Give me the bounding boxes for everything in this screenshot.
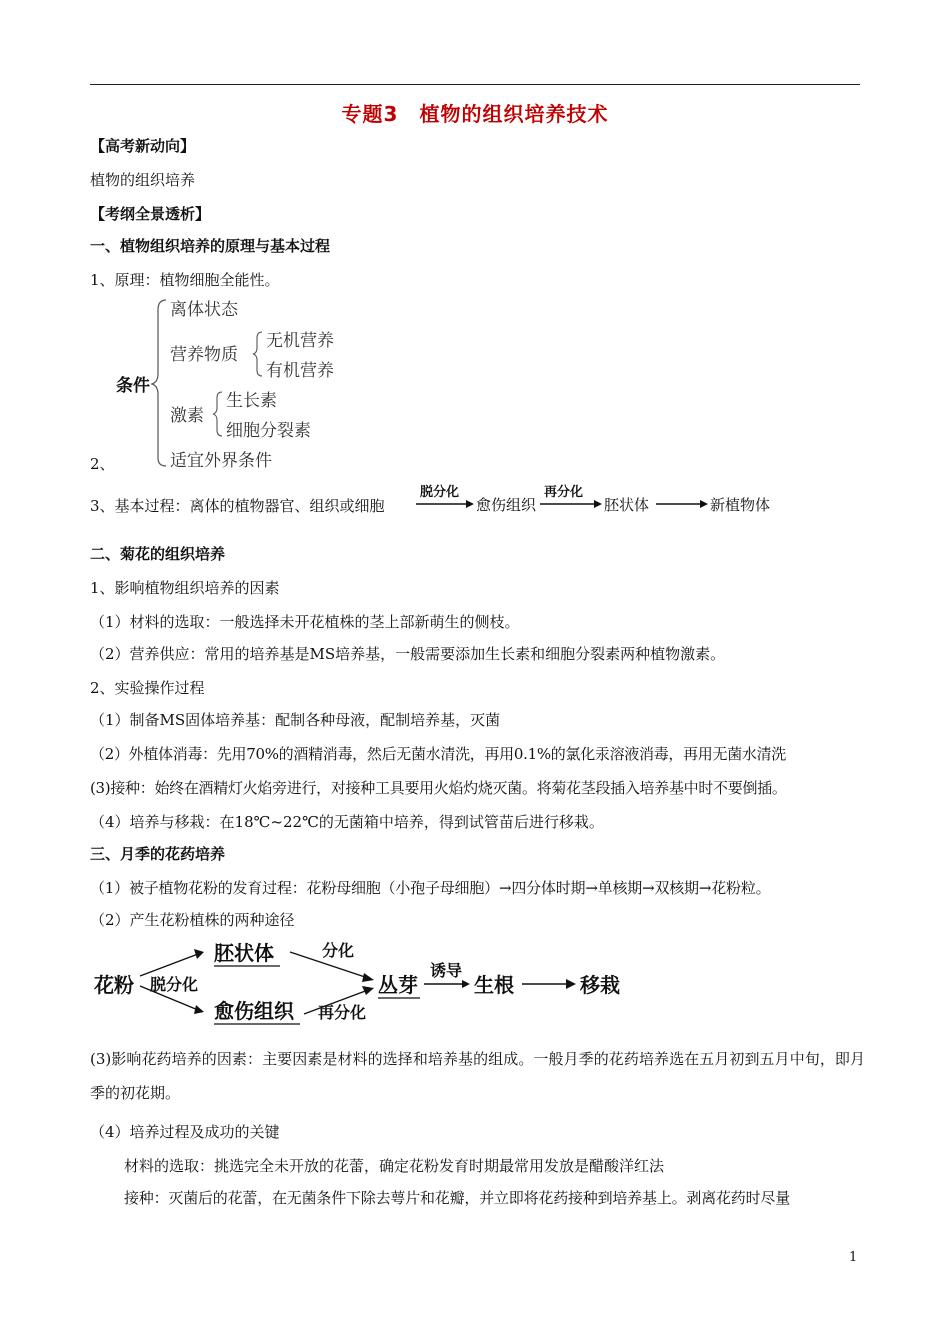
- pollen-development: （1）被子植物花粉的发育过程：花粉母细胞（小孢子母细胞）→四分体时期→单核期→双核期→花粉粒。: [90, 879, 771, 897]
- header-rule: [90, 84, 860, 85]
- pathway-heading: （2）产生花粉植株的两种途径: [90, 911, 295, 929]
- process-prefix: 3、基本过程：离体的植物器官、组织或细胞: [90, 497, 385, 515]
- anther-factors: (3)影响花药培养的因素：主要因素是材料的选择和培养基的组成。一般月季的花药培养选在五月初到五月中旬，即月季的初花期。: [90, 1050, 865, 1102]
- procedure-disinfection: （2）外植体消毒：先用70%的酒精消毒，然后无菌水清洗，再用0.1%的氯化汞溶液消毒，再用无菌水清洗: [90, 745, 786, 763]
- pathway-rooting: 生根: [474, 973, 514, 997]
- arrow-head: [466, 500, 474, 508]
- condition-hormones: 激素: [170, 406, 204, 426]
- conditions-diagram: [100, 294, 360, 474]
- procedure-culture: （4）培养与移栽：在18℃~22℃的无菌箱中培养，得到试管苗后进行移栽。: [90, 813, 604, 831]
- culture-material: 材料的选取：挑选完全未开放的花蕾，确定花粉发育时期最常用发放是醋酸洋红法: [124, 1157, 665, 1175]
- arrow-dedifferentiation-label: 脱分化: [420, 485, 460, 500]
- step-new-plant: 新植物体: [710, 496, 771, 514]
- item-2-marker: 2、: [90, 455, 115, 473]
- page-title: 专题3 植物的组织培养技术: [341, 102, 609, 126]
- principle-line: 1、原理：植物细胞全能性。: [90, 271, 280, 289]
- pathway-shoots: 丛芽: [378, 973, 418, 997]
- procedure-inoculation: (3)接种：始终在酒精灯火焰旁进行，对接种工具要用火焰灼烧灭菌。将菊花茎段插入培养基中时不要倒插。: [90, 779, 787, 797]
- pathway-transplant: 移栽: [580, 973, 620, 997]
- heading-2: 二、菊花的组织培养: [90, 545, 226, 563]
- culture-inoculation: 接种：灭菌后的花蕾，在无菌条件下除去萼片和花瓣，并立即将花药接种到培养基上。剥离花药时尽量: [124, 1189, 791, 1207]
- culture-keys-heading: （4）培养过程及成功的关键: [90, 1123, 280, 1141]
- pathway-dedifferentiation: 脱分化: [150, 975, 199, 994]
- heading-1: 一、植物组织培养的原理与基本过程: [90, 237, 331, 255]
- condition-inorganic: 无机营养: [266, 331, 334, 351]
- section-trend-heading: 【高考新动向】: [90, 137, 196, 155]
- procedure-heading: 2、实验操作过程: [90, 679, 205, 697]
- arrow-head: [594, 500, 602, 508]
- pathway-redifferentiation: 再分化: [318, 1003, 367, 1022]
- procedure-medium: （1）制备MS固体培养基：配制各种母液，配制培养基，灭菌: [90, 711, 501, 729]
- pollen-pathway-diagram: [90, 932, 630, 1030]
- condition-organic: 有机营养: [266, 361, 334, 381]
- hormone-brace: [213, 392, 222, 436]
- step-callus: 愈伤组织: [476, 496, 537, 514]
- heading-3: 三、月季的花药培养: [90, 845, 226, 863]
- conditions-label: 条件: [116, 376, 150, 396]
- process-flow: [414, 482, 794, 518]
- factor-nutrition: （2）营养供应：常用的培养基是MS培养基，一般需要添加生长素和细胞分裂素两种植物激素。: [90, 645, 726, 663]
- condition-isolated: 离体状态: [170, 300, 238, 320]
- pathway-callus: 愈伤组织: [214, 999, 294, 1023]
- page-number: 1: [849, 1250, 858, 1265]
- pathway-pollen: 花粉: [94, 973, 134, 997]
- trend-text: 植物的组织培养: [90, 171, 196, 189]
- main-brace: [152, 300, 166, 466]
- step-embryoid: 胚状体: [604, 496, 650, 514]
- pathway-differentiation: 分化: [322, 941, 355, 960]
- factor-material: （1）材料的选取：一般选择未开花植株的茎上部新萌生的侧枝。: [90, 613, 520, 631]
- factor-heading: 1、影响植物组织培养的因素: [90, 579, 280, 597]
- condition-environment: 适宜外界条件: [170, 451, 272, 471]
- condition-cytokinin: 细胞分裂素: [226, 421, 311, 441]
- pathway-embryoid: 胚状体: [214, 941, 274, 965]
- condition-auxin: 生长素: [226, 391, 277, 411]
- arrow-redifferentiation-label: 再分化: [544, 485, 584, 500]
- section-outline-heading: 【考纲全景透析】: [90, 205, 211, 223]
- condition-nutrients: 营养物质: [170, 345, 238, 365]
- nutrient-brace: [253, 332, 262, 376]
- arrow-head: [700, 500, 708, 508]
- pathway-induce: 诱导: [430, 961, 463, 980]
